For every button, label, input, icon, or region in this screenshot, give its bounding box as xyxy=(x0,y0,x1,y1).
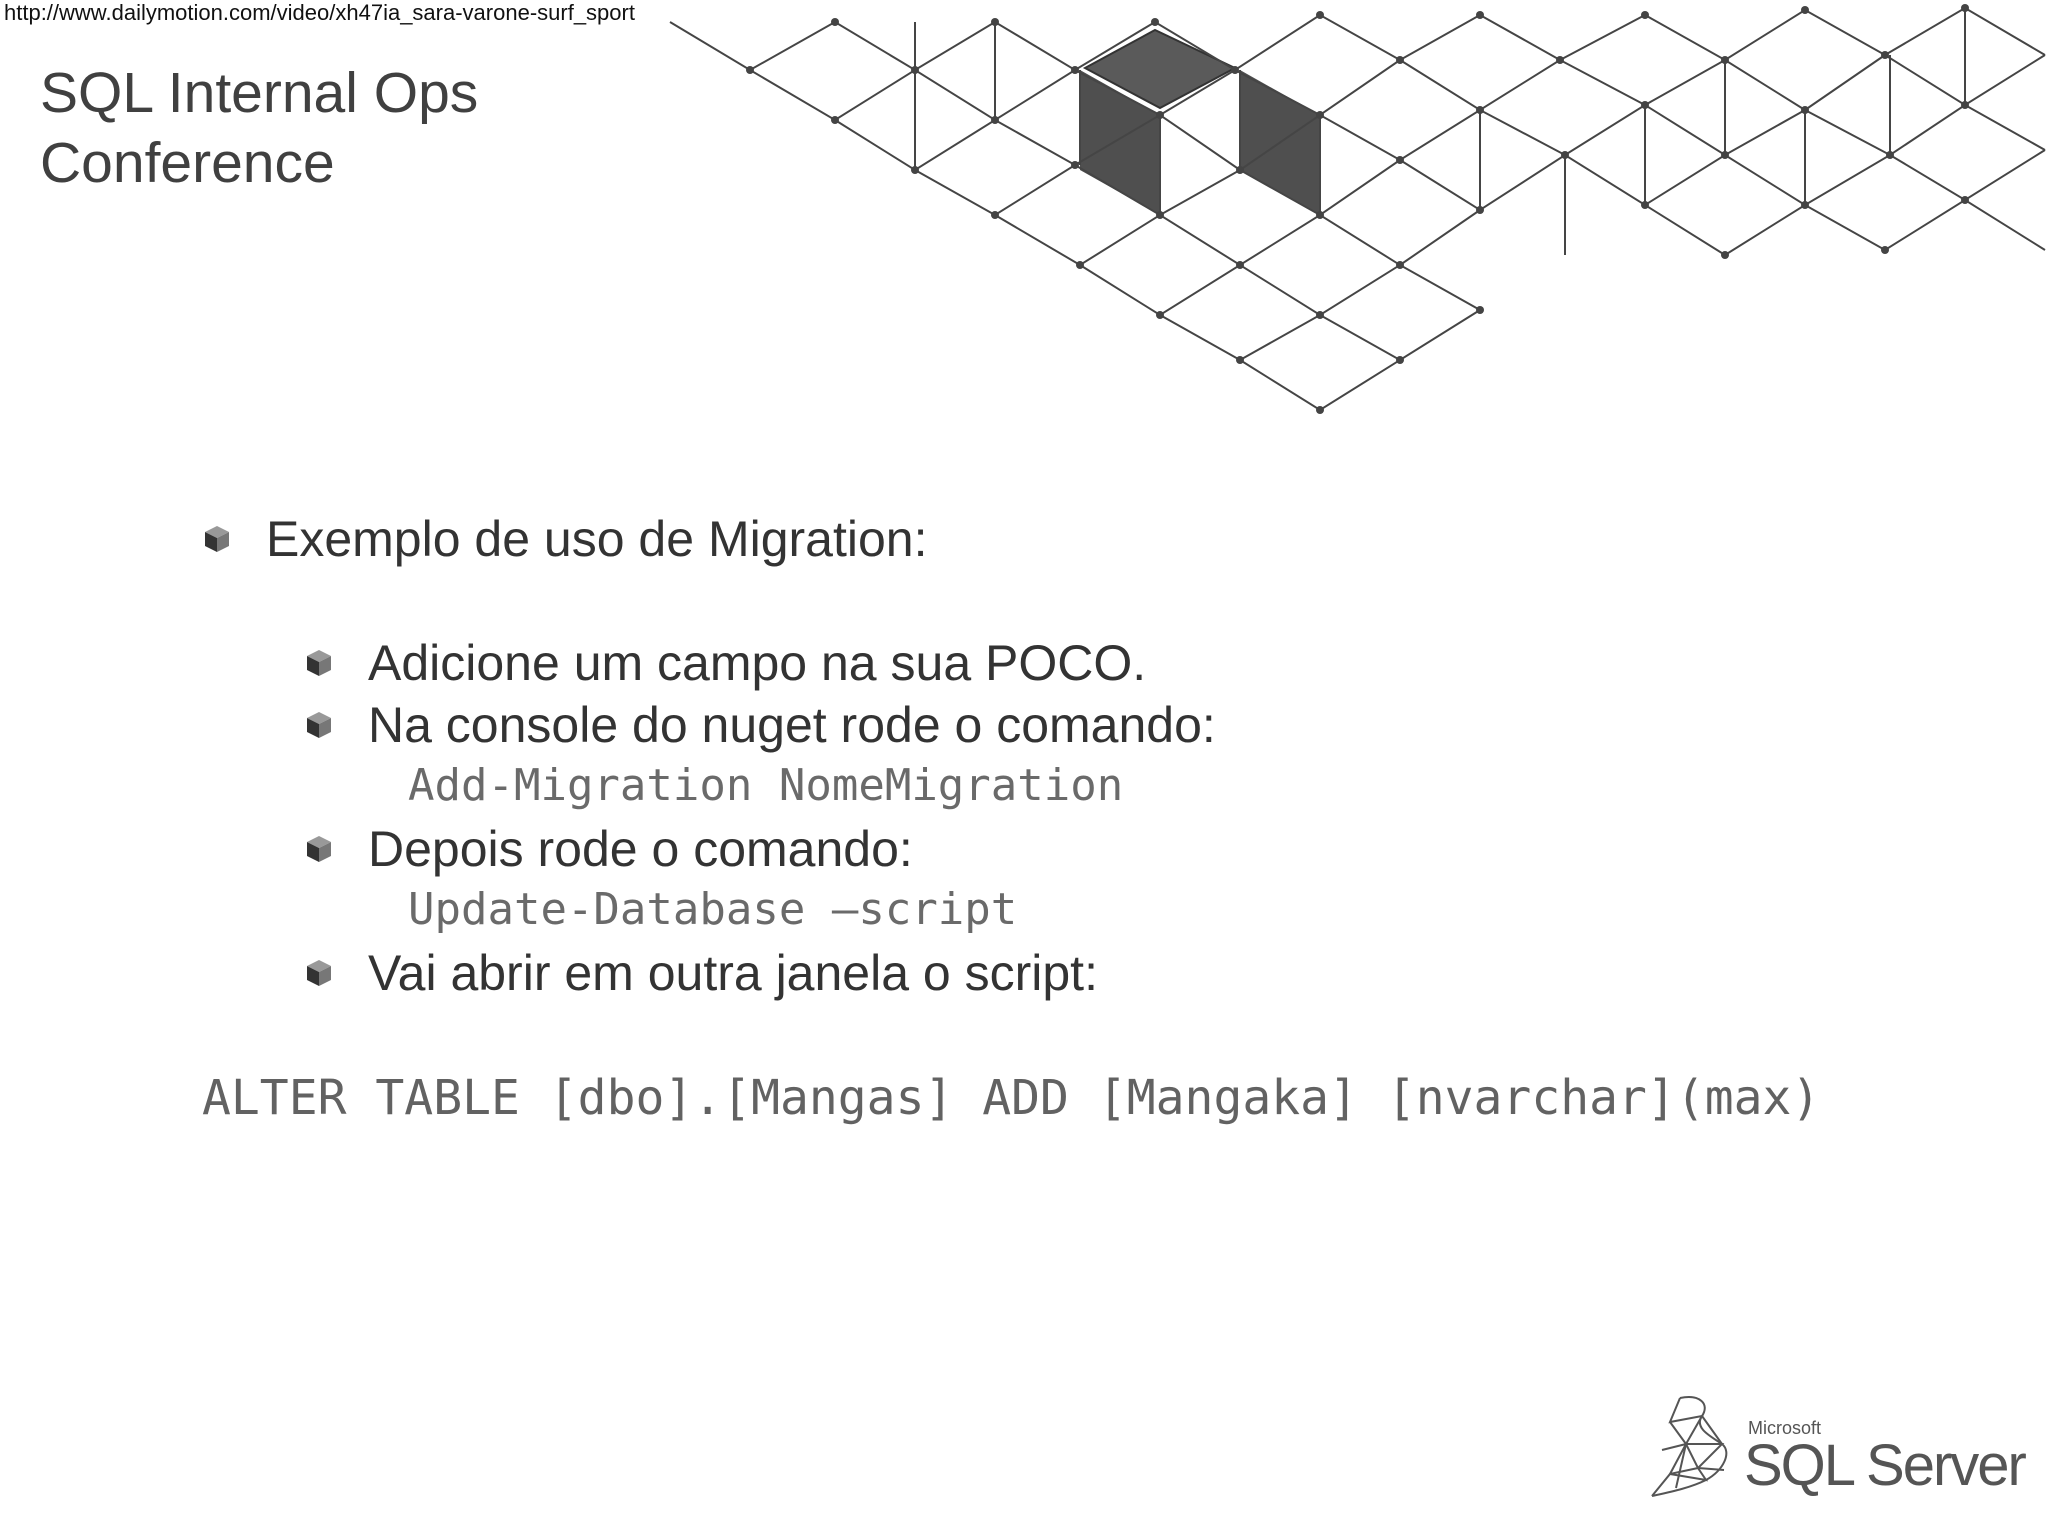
cube-bullet-icon xyxy=(304,958,334,988)
title-line-1: SQL Internal Ops xyxy=(40,61,479,125)
bullet-item-2-text: Na console do nuget rode o comando: xyxy=(368,697,1216,753)
cube-bullet-icon xyxy=(202,524,232,554)
source-url-text: http://www.dailymotion.com/video/xh47ia_sara-varone-surf_sport xyxy=(4,0,635,25)
sql-server-logo-icon xyxy=(1640,1392,1750,1500)
bullet-item-4 xyxy=(304,944,1098,1002)
bullet-item-1 xyxy=(304,634,1146,692)
title-line-2: Conference xyxy=(40,131,335,195)
bullet-level1-text: Exemplo de uso de Migration: xyxy=(266,511,928,567)
bullet-item-3-text: Depois rode o comando: xyxy=(368,821,913,877)
slide-title xyxy=(40,58,478,198)
bullet-item-2 xyxy=(304,696,1216,754)
bullet-item-1-text: Adicione um campo na sua POCO. xyxy=(368,635,1147,691)
cube-bullet-icon xyxy=(304,710,334,740)
sql-server-logo xyxy=(1640,1392,2025,1512)
bullet-item-3 xyxy=(304,820,913,878)
cube-bullet-icon xyxy=(304,834,334,864)
bullet-level1 xyxy=(202,510,927,568)
cube-pattern-graphic xyxy=(660,0,2048,430)
logo-product-text: SQL Server xyxy=(1744,1433,2025,1498)
bullet-item-4-text: Vai abrir em outra janela o script: xyxy=(368,945,1098,1001)
logo-vendor-text: Microsoft xyxy=(1748,1418,1822,1438)
command-add-migration: Add-Migration NomeMigration xyxy=(408,760,1124,811)
sql-alter-script: ALTER TABLE [dbo].[Mangas] ADD [Mangaka] [nvarchar](max) xyxy=(202,1070,1821,1126)
cube-bullet-icon xyxy=(304,648,334,678)
command-update-database: Update-Database –script xyxy=(408,884,1018,935)
